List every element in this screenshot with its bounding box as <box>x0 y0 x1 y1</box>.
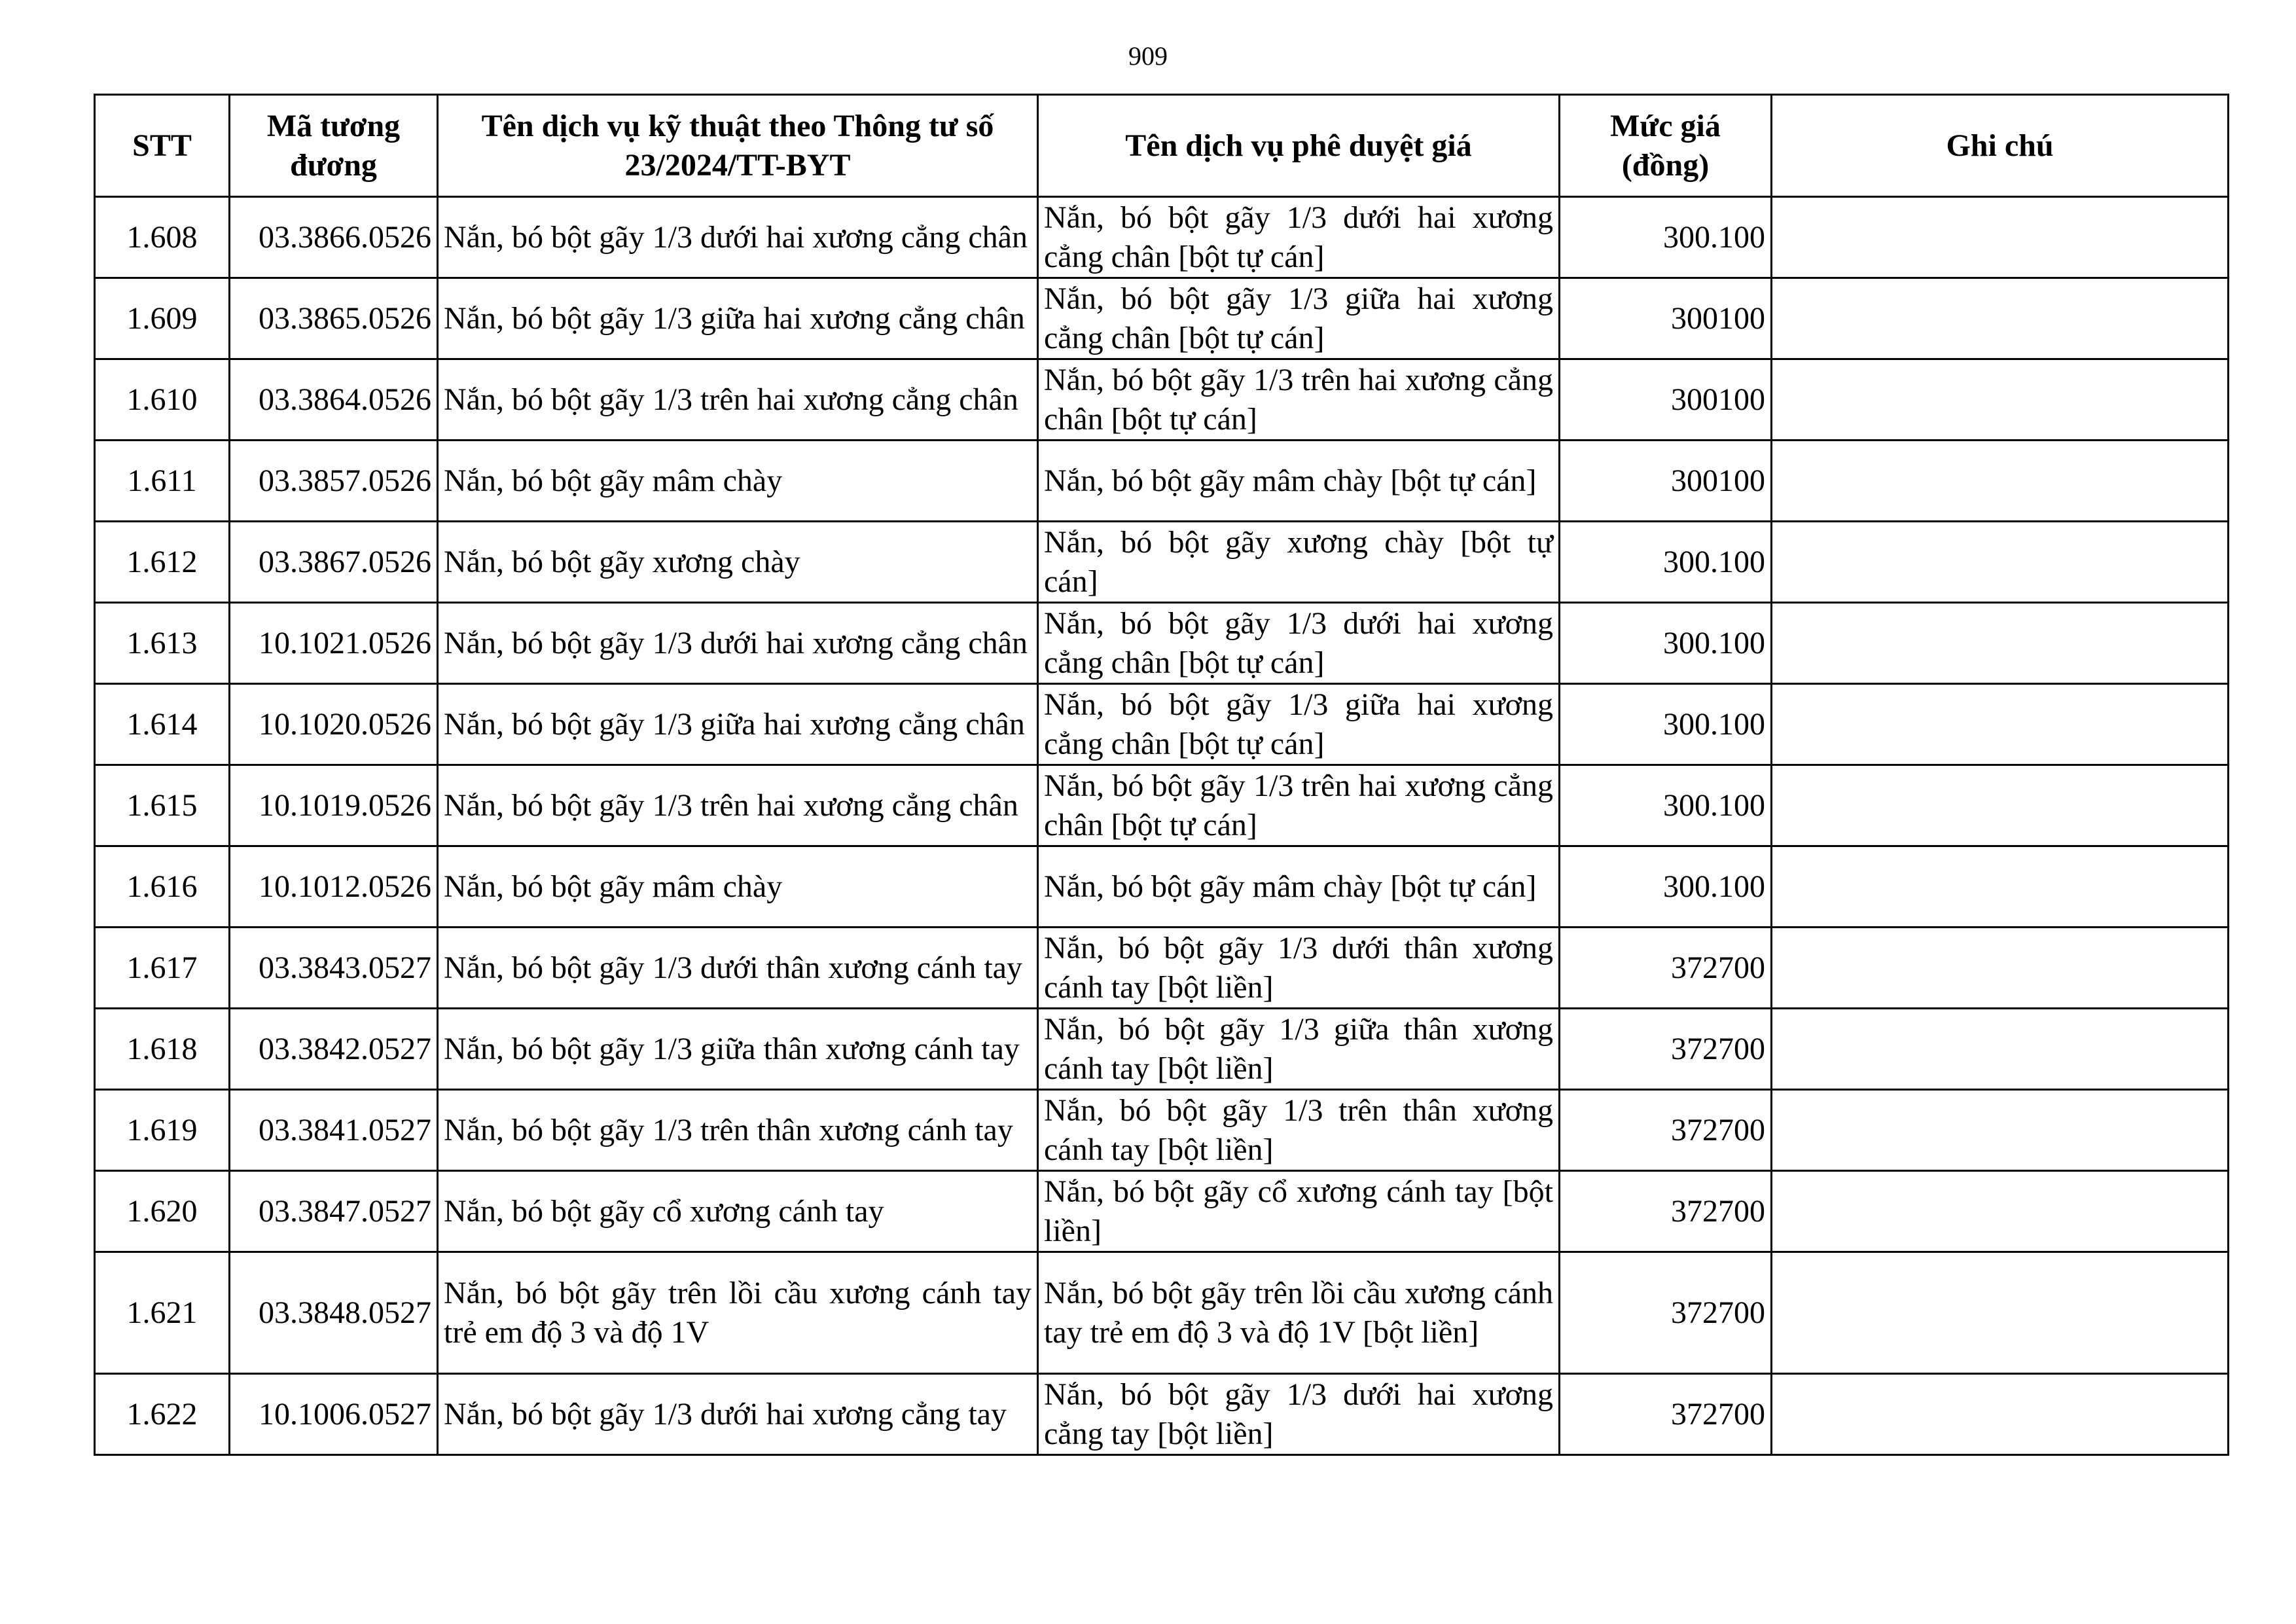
cell-approved: Nắn, bó bột gãy 1/3 dưới hai xương cẳng chân [bột tự cán] <box>1038 603 1560 684</box>
cell-approved: Nắn, bó bột gãy xương chày [bột tự cán] <box>1038 522 1560 603</box>
cell-service: Nắn, bó bột gãy 1/3 trên hai xương cẳng chân <box>438 765 1038 846</box>
table-row <box>95 765 2229 846</box>
cell-service: Nắn, bó bột gãy 1/3 dưới thân xương cánh tay <box>438 928 1038 1009</box>
cell-stt: 1.618 <box>95 1009 230 1090</box>
table-row <box>95 603 2229 684</box>
cell-service: Nắn, bó bột gãy mâm chày <box>438 846 1038 928</box>
cell-price: 300100 <box>1560 441 1772 522</box>
cell-stt: 1.613 <box>95 603 230 684</box>
cell-note <box>1772 603 2229 684</box>
cell-price: 300100 <box>1560 359 1772 441</box>
cell-code: 03.3864.0526 <box>230 359 438 441</box>
cell-price: 300.100 <box>1560 846 1772 928</box>
cell-service: Nắn, bó bột gãy 1/3 dưới hai xương cẳng chân <box>438 197 1038 278</box>
cell-service: Nắn, bó bột gãy 1/3 giữa hai xương cẳng chân <box>438 278 1038 359</box>
cell-stt: 1.620 <box>95 1171 230 1252</box>
cell-code: 03.3842.0527 <box>230 1009 438 1090</box>
cell-code: 03.3865.0526 <box>230 278 438 359</box>
cell-stt: 1.615 <box>95 765 230 846</box>
cell-approved: Nắn, bó bột gãy 1/3 giữa hai xương cẳng chân [bột tự cán] <box>1038 278 1560 359</box>
cell-note <box>1772 684 2229 765</box>
cell-approved: Nắn, bó bột gãy 1/3 dưới hai xương cẳng chân [bột tự cán] <box>1038 197 1560 278</box>
table-row <box>95 684 2229 765</box>
cell-code: 03.3857.0526 <box>230 441 438 522</box>
table-row <box>95 197 2229 278</box>
cell-price: 300.100 <box>1560 765 1772 846</box>
cell-approved: Nắn, bó bột gãy 1/3 dưới thân xương cánh tay [bột liền] <box>1038 928 1560 1009</box>
table-row <box>95 1374 2229 1455</box>
cell-stt: 1.611 <box>95 441 230 522</box>
header-price: Mức giá (đồng) <box>1560 95 1772 197</box>
cell-note <box>1772 765 2229 846</box>
cell-stt: 1.617 <box>95 928 230 1009</box>
cell-note <box>1772 1252 2229 1374</box>
cell-code: 03.3841.0527 <box>230 1090 438 1171</box>
cell-note <box>1772 928 2229 1009</box>
cell-service: Nắn, bó bột gãy cổ xương cánh tay <box>438 1171 1038 1252</box>
cell-approved: Nắn, bó bột gãy 1/3 trên hai xương cẳng chân [bột tự cán] <box>1038 765 1560 846</box>
table-row <box>95 1252 2229 1374</box>
cell-note <box>1772 359 2229 441</box>
header-approved: Tên dịch vụ phê duyệt giá <box>1038 95 1560 197</box>
header-row <box>95 95 2229 197</box>
cell-note <box>1772 441 2229 522</box>
table-row <box>95 441 2229 522</box>
cell-code: 03.3866.0526 <box>230 197 438 278</box>
cell-stt: 1.612 <box>95 522 230 603</box>
cell-stt: 1.619 <box>95 1090 230 1171</box>
cell-note <box>1772 1171 2229 1252</box>
cell-note <box>1772 1374 2229 1455</box>
cell-service: Nắn, bó bột gãy mâm chày <box>438 441 1038 522</box>
header-service: Tên dịch vụ kỹ thuật theo Thông tư số 23/2024/TT-BYT <box>438 95 1038 197</box>
table-row <box>95 928 2229 1009</box>
cell-price: 372700 <box>1560 928 1772 1009</box>
cell-code: 03.3867.0526 <box>230 522 438 603</box>
cell-stt: 1.621 <box>95 1252 230 1374</box>
cell-stt: 1.616 <box>95 846 230 928</box>
cell-service: Nắn, bó bột gãy 1/3 giữa hai xương cẳng chân <box>438 684 1038 765</box>
cell-stt: 1.609 <box>95 278 230 359</box>
cell-service: Nắn, bó bột gãy 1/3 dưới hai xương cẳng tay <box>438 1374 1038 1455</box>
table-row <box>95 278 2229 359</box>
cell-code: 10.1021.0526 <box>230 603 438 684</box>
cell-service: Nắn, bó bột gãy 1/3 dưới hai xương cẳng chân <box>438 603 1038 684</box>
cell-approved: Nắn, bó bột gãy trên lồi cầu xương cánh tay trẻ em độ 3 và độ 1V [bột liền] <box>1038 1252 1560 1374</box>
cell-price: 300.100 <box>1560 522 1772 603</box>
cell-approved: Nắn, bó bột gãy cổ xương cánh tay [bột liền] <box>1038 1171 1560 1252</box>
cell-code: 10.1006.0527 <box>230 1374 438 1455</box>
cell-note <box>1772 1090 2229 1171</box>
cell-service: Nắn, bó bột gãy trên lồi cầu xương cánh tay trẻ em độ 3 và độ 1V <box>438 1252 1038 1374</box>
cell-code: 10.1012.0526 <box>230 846 438 928</box>
cell-service: Nắn, bó bột gãy 1/3 trên hai xương cẳng chân <box>438 359 1038 441</box>
cell-stt: 1.608 <box>95 197 230 278</box>
cell-note <box>1772 278 2229 359</box>
table-row <box>95 359 2229 441</box>
page-number: 909 <box>1128 41 1168 71</box>
cell-note <box>1772 522 2229 603</box>
cell-code: 10.1020.0526 <box>230 684 438 765</box>
table-row <box>95 1090 2229 1171</box>
cell-price: 372700 <box>1560 1252 1772 1374</box>
table-row <box>95 1171 2229 1252</box>
cell-approved: Nắn, bó bột gãy 1/3 giữa thân xương cánh tay [bột liền] <box>1038 1009 1560 1090</box>
cell-service: Nắn, bó bột gãy xương chày <box>438 522 1038 603</box>
cell-note <box>1772 197 2229 278</box>
cell-code: 03.3843.0527 <box>230 928 438 1009</box>
cell-note <box>1772 846 2229 928</box>
cell-approved: Nắn, bó bột gãy 1/3 trên hai xương cẳng chân [bột tự cán] <box>1038 359 1560 441</box>
cell-price: 372700 <box>1560 1009 1772 1090</box>
price-table <box>94 94 2229 1456</box>
cell-stt: 1.622 <box>95 1374 230 1455</box>
cell-service: Nắn, bó bột gãy 1/3 giữa thân xương cánh tay <box>438 1009 1038 1090</box>
table-row <box>95 1009 2229 1090</box>
cell-approved: Nắn, bó bột gãy 1/3 trên thân xương cánh tay [bột liền] <box>1038 1090 1560 1171</box>
cell-price: 372700 <box>1560 1171 1772 1252</box>
cell-approved: Nắn, bó bột gãy 1/3 dưới hai xương cẳng tay [bột liền] <box>1038 1374 1560 1455</box>
table-row <box>95 522 2229 603</box>
cell-price: 372700 <box>1560 1374 1772 1455</box>
header-code: Mã tương đương <box>230 95 438 197</box>
cell-approved: Nắn, bó bột gãy mâm chày [bột tự cán] <box>1038 846 1560 928</box>
cell-approved: Nắn, bó bột gãy 1/3 giữa hai xương cẳng chân [bột tự cán] <box>1038 684 1560 765</box>
cell-stt: 1.614 <box>95 684 230 765</box>
cell-code: 03.3848.0527 <box>230 1252 438 1374</box>
cell-price: 300.100 <box>1560 603 1772 684</box>
cell-approved: Nắn, bó bột gãy mâm chày [bột tự cán] <box>1038 441 1560 522</box>
cell-note <box>1772 1009 2229 1090</box>
cell-stt: 1.610 <box>95 359 230 441</box>
header-note: Ghi chú <box>1772 95 2229 197</box>
cell-price: 372700 <box>1560 1090 1772 1171</box>
cell-service: Nắn, bó bột gãy 1/3 trên thân xương cánh tay <box>438 1090 1038 1171</box>
cell-price: 300.100 <box>1560 684 1772 765</box>
cell-price: 300.100 <box>1560 197 1772 278</box>
cell-price: 300100 <box>1560 278 1772 359</box>
header-stt: STT <box>95 95 230 197</box>
table-row <box>95 846 2229 928</box>
cell-code: 10.1019.0526 <box>230 765 438 846</box>
cell-code: 03.3847.0527 <box>230 1171 438 1252</box>
